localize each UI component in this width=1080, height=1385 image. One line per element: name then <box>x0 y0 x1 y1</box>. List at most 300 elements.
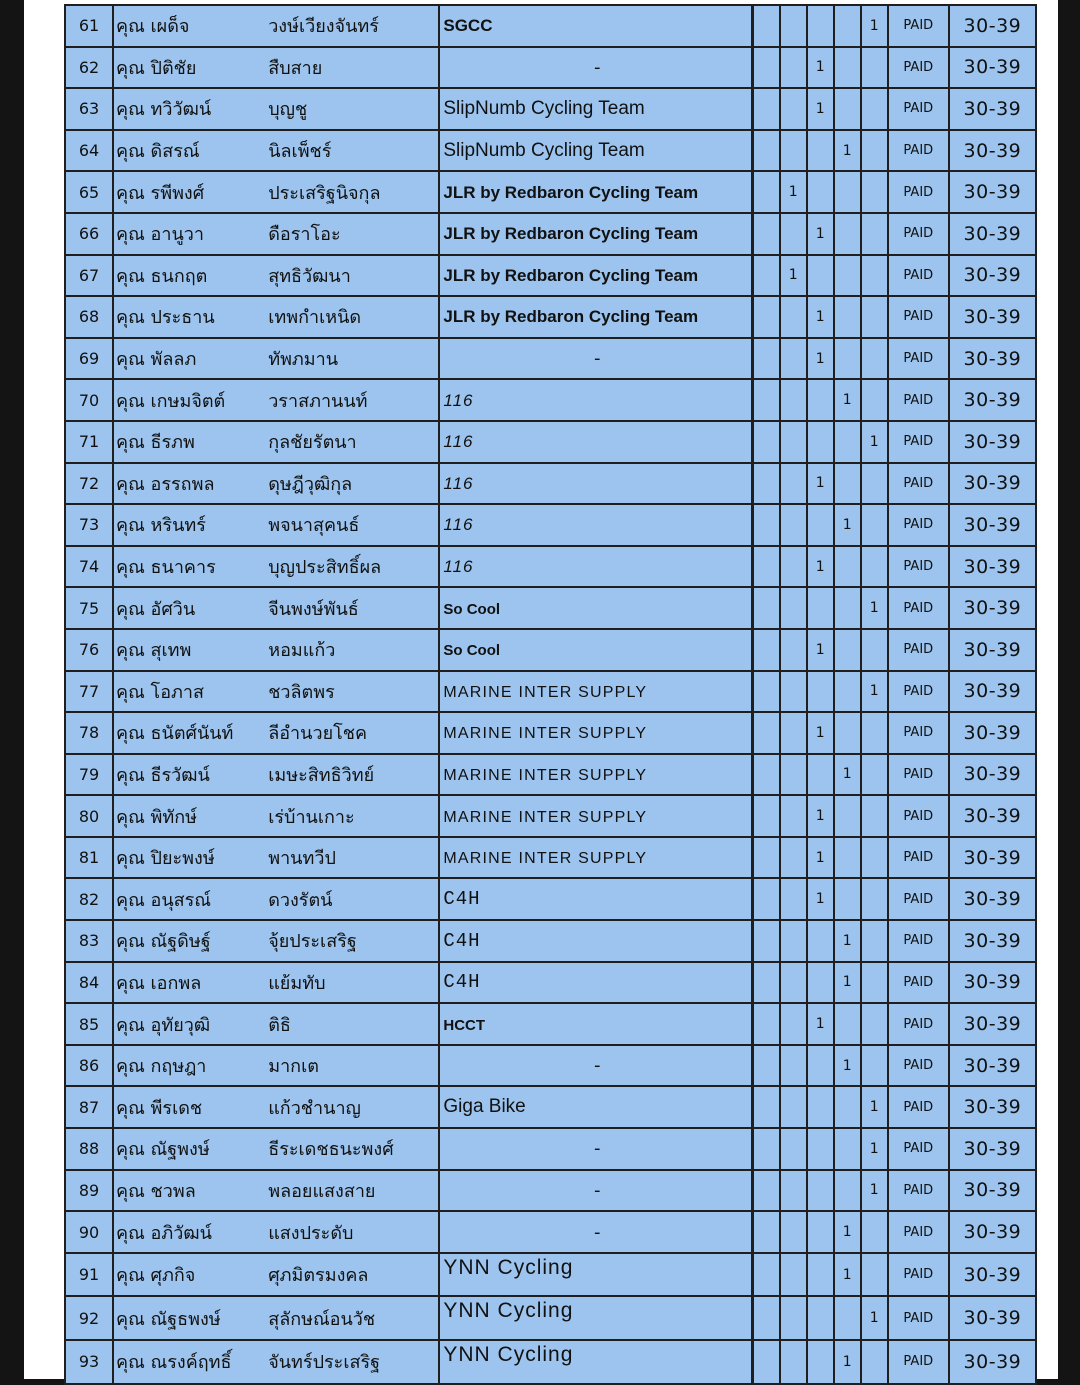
team-name: C4H <box>443 971 481 994</box>
category-cell <box>807 88 834 130</box>
row-number-cell <box>65 213 113 255</box>
last-name: จันทร์ประเสริฐ <box>268 1352 381 1374</box>
first-name-cell <box>113 1340 266 1384</box>
age-group-cell <box>949 587 1036 629</box>
row-number-cell <box>65 1253 113 1297</box>
team-name: HCCT <box>443 1016 486 1034</box>
category-cell <box>753 629 780 671</box>
last-name-cell <box>266 47 439 89</box>
age-group: 30-39 <box>963 472 1022 495</box>
row-number-cell <box>65 1211 113 1253</box>
age-group: 30-39 <box>963 1054 1022 1077</box>
category-cell <box>861 1170 888 1212</box>
name-title: คุณ <box>116 473 145 495</box>
team-name: 116 <box>443 473 474 493</box>
name-title: คุณ <box>116 307 145 329</box>
first-name: ณัฐธพงษ์ <box>150 1308 221 1330</box>
first-name: ธนกฤต <box>150 265 208 287</box>
team-cell <box>439 130 752 172</box>
first-name: สุเทพ <box>150 640 192 662</box>
last-name: พลอยแสงสาย <box>268 1180 376 1202</box>
payment-status-cell <box>888 754 949 796</box>
payment-status: PAID <box>903 933 934 949</box>
age-group-cell <box>949 296 1036 338</box>
table-row <box>65 920 1036 962</box>
row-number-cell <box>65 878 113 920</box>
age-group-cell <box>949 1045 1036 1087</box>
category-mark: 1 <box>842 516 852 533</box>
first-name: ณัฐพงษ์ <box>150 1139 210 1161</box>
last-name-cell <box>266 338 439 380</box>
age-group-cell <box>949 463 1036 505</box>
category-mark: 1 <box>842 392 852 409</box>
age-group: 30-39 <box>963 1179 1022 1202</box>
table-row <box>65 1170 1036 1212</box>
age-group: 30-39 <box>963 721 1022 744</box>
table-row <box>65 546 1036 588</box>
first-name: โอภาส <box>150 681 204 703</box>
last-name-cell <box>266 1296 439 1340</box>
payment-status: PAID <box>903 891 934 907</box>
row-number: 64 <box>78 141 100 161</box>
category-mark: 1 <box>815 641 825 658</box>
last-name-cell <box>266 587 439 629</box>
age-group-cell <box>949 962 1036 1004</box>
row-number: 78 <box>78 723 100 743</box>
row-number: 86 <box>78 1056 100 1076</box>
age-group: 30-39 <box>963 763 1022 786</box>
team-cell <box>439 1211 752 1253</box>
first-name: พิทักษ์ <box>150 806 198 828</box>
team-cell <box>439 629 752 671</box>
age-group-cell <box>949 1296 1036 1340</box>
category-cell <box>834 1340 861 1384</box>
age-group-cell <box>949 671 1036 713</box>
first-name: เอกพล <box>150 972 202 994</box>
row-number: 91 <box>78 1265 100 1285</box>
category-cell <box>834 546 861 588</box>
first-name-cell <box>113 795 266 837</box>
last-name: เมษะสิทธิวิทย์ <box>268 764 375 786</box>
payment-status-cell <box>888 88 949 130</box>
team-cell <box>439 962 752 1004</box>
first-name: ณัฐดิษฐ์ <box>150 931 211 953</box>
row-number-cell <box>65 1086 113 1128</box>
category-cell <box>834 5 861 47</box>
category-cell <box>834 962 861 1004</box>
age-group-cell <box>949 712 1036 754</box>
row-number-cell <box>65 421 113 463</box>
category-cell <box>861 671 888 713</box>
age-group: 30-39 <box>963 14 1022 37</box>
team-cell <box>439 920 752 962</box>
category-mark: 1 <box>815 558 825 575</box>
last-name-cell <box>266 712 439 754</box>
category-cell <box>780 546 807 588</box>
table-row <box>65 47 1036 89</box>
last-name-cell <box>266 1170 439 1212</box>
first-name: ดิสรณ์ <box>150 141 200 163</box>
name-title: คุณ <box>116 640 145 662</box>
category-mark: 1 <box>842 974 852 991</box>
first-name: อนุสรณ์ <box>150 889 211 911</box>
category-cell <box>753 1253 780 1297</box>
last-name: สืบสาย <box>268 57 323 79</box>
row-number: 80 <box>78 806 100 826</box>
last-name: แย้มทับ <box>268 972 326 994</box>
name-title: คุณ <box>116 16 145 38</box>
team-name: 116 <box>443 557 474 577</box>
category-cell <box>780 1296 807 1340</box>
age-group-cell <box>949 878 1036 920</box>
row-number-cell <box>65 629 113 671</box>
team-name: 116 <box>443 432 474 452</box>
team-cell <box>439 1296 752 1340</box>
first-name-cell <box>113 463 266 505</box>
first-name-cell <box>113 379 266 421</box>
age-group-cell <box>949 837 1036 879</box>
team-cell <box>439 754 752 796</box>
payment-status: PAID <box>903 600 934 616</box>
category-cell <box>807 1086 834 1128</box>
row-number-cell <box>65 171 113 213</box>
category-cell <box>780 920 807 962</box>
category-mark: 1 <box>842 142 852 159</box>
team-name: So Cool <box>443 600 501 618</box>
age-group-cell <box>949 546 1036 588</box>
age-group: 30-39 <box>963 430 1022 453</box>
age-group-cell <box>949 255 1036 297</box>
first-name-cell <box>113 837 266 879</box>
category-cell <box>753 1045 780 1087</box>
row-number: 85 <box>78 1014 100 1034</box>
category-cell <box>807 1296 834 1340</box>
table-row <box>65 504 1036 546</box>
last-name: วราสภานนท์ <box>268 390 368 412</box>
category-mark: 1 <box>815 59 825 76</box>
payment-status-cell <box>888 1211 949 1253</box>
category-cell <box>753 1128 780 1170</box>
payment-status: PAID <box>903 1224 934 1240</box>
table-row <box>65 213 1036 255</box>
payment-status-cell <box>888 504 949 546</box>
last-name: พจนาสุคนธ์ <box>268 515 360 537</box>
category-mark: 1 <box>815 100 825 117</box>
table-row <box>65 5 1036 47</box>
category-cell <box>807 1045 834 1087</box>
age-group-cell <box>949 130 1036 172</box>
category-cell <box>753 5 780 47</box>
category-cell <box>861 1253 888 1297</box>
first-name-cell <box>113 255 266 297</box>
payment-status: PAID <box>903 59 934 75</box>
table-row <box>65 587 1036 629</box>
participant-rows <box>65 5 1036 1384</box>
team-cell <box>439 421 752 463</box>
last-name: บุญประสิทธิ์ผล <box>268 557 382 579</box>
last-name: นิลเพ็ชร์ <box>268 141 332 163</box>
first-name: ธีรวัฒน์ <box>150 764 210 786</box>
payment-status: PAID <box>903 101 934 117</box>
last-name-cell <box>266 1128 439 1170</box>
team-cell <box>439 671 752 713</box>
age-group: 30-39 <box>963 597 1022 620</box>
name-title: คุณ <box>116 141 145 163</box>
category-cell <box>834 463 861 505</box>
first-name: ปิติชัย <box>150 57 197 79</box>
category-cell <box>753 88 780 130</box>
category-cell <box>753 878 780 920</box>
first-name-cell <box>113 754 266 796</box>
row-number: 92 <box>78 1308 100 1328</box>
payment-status: PAID <box>903 1267 934 1283</box>
category-cell <box>753 130 780 172</box>
last-name-cell <box>266 837 439 879</box>
row-number: 75 <box>78 598 100 618</box>
category-cell <box>807 338 834 380</box>
table-row <box>65 671 1036 713</box>
first-name-cell <box>113 962 266 1004</box>
last-name-cell <box>266 171 439 213</box>
category-cell <box>753 1170 780 1212</box>
age-group-cell <box>949 920 1036 962</box>
last-name: บุญชู <box>268 99 308 121</box>
first-name-cell <box>113 47 266 89</box>
first-name: ทวิวัฒน์ <box>150 99 212 121</box>
category-cell <box>780 1045 807 1087</box>
team-cell <box>439 255 752 297</box>
category-cell <box>807 546 834 588</box>
row-number-cell <box>65 255 113 297</box>
last-name-cell <box>266 5 439 47</box>
payment-status: PAID <box>903 267 934 283</box>
payment-status: PAID <box>903 766 934 782</box>
category-cell <box>807 962 834 1004</box>
age-group: 30-39 <box>963 1096 1022 1119</box>
table-row <box>65 1296 1036 1340</box>
category-cell <box>807 1128 834 1170</box>
last-name: สุทธิวัฒนา <box>268 265 351 287</box>
name-title: คุณ <box>116 1222 145 1244</box>
name-title: คุณ <box>116 598 145 620</box>
team-cell <box>439 712 752 754</box>
category-cell <box>753 171 780 213</box>
age-group: 30-39 <box>963 56 1022 79</box>
category-cell <box>753 920 780 962</box>
category-cell <box>753 338 780 380</box>
payment-status-cell <box>888 1128 949 1170</box>
category-cell <box>861 213 888 255</box>
table-row <box>65 712 1036 754</box>
age-group-cell <box>949 88 1036 130</box>
last-name: ทัพภมาน <box>268 349 339 371</box>
category-cell <box>753 421 780 463</box>
category-cell <box>780 421 807 463</box>
last-name-cell <box>266 1340 439 1384</box>
name-title: คุณ <box>116 848 145 870</box>
name-title: คุณ <box>116 723 145 745</box>
payment-status: PAID <box>903 1310 934 1326</box>
payment-status-cell <box>888 296 949 338</box>
last-name-cell <box>266 962 439 1004</box>
payment-status-cell <box>888 629 949 671</box>
payment-status: PAID <box>903 1141 934 1157</box>
age-group-cell <box>949 171 1036 213</box>
team-cell <box>439 878 752 920</box>
category-cell <box>861 795 888 837</box>
category-cell <box>807 296 834 338</box>
team-name: MARINE INTER SUPPLY <box>443 766 648 784</box>
category-cell <box>753 296 780 338</box>
payment-status-cell <box>888 1296 949 1340</box>
category-cell <box>861 338 888 380</box>
table-row <box>65 171 1036 213</box>
last-name: จีนพงษ์พันธ์ <box>268 598 359 620</box>
last-name-cell <box>266 88 439 130</box>
name-title: คุณ <box>116 806 145 828</box>
payment-status: PAID <box>903 475 934 491</box>
table-row <box>65 130 1036 172</box>
category-mark: 1 <box>869 1099 879 1116</box>
table-row <box>65 463 1036 505</box>
category-cell <box>861 255 888 297</box>
category-cell <box>807 130 834 172</box>
category-cell <box>834 88 861 130</box>
last-name-cell <box>266 546 439 588</box>
first-name: อุทัยวุฒิ <box>150 1014 211 1036</box>
last-name: ดวงรัตน์ <box>268 889 333 911</box>
first-name-cell <box>113 1170 266 1212</box>
row-number-cell <box>65 1128 113 1170</box>
last-name: มากเต <box>268 1056 319 1078</box>
category-cell <box>807 587 834 629</box>
team-name: JLR by Redbaron Cycling Team <box>443 224 699 244</box>
payment-status-cell <box>888 1170 949 1212</box>
age-group-cell <box>949 795 1036 837</box>
category-cell <box>834 712 861 754</box>
first-name-cell <box>113 171 266 213</box>
category-mark: 1 <box>815 1016 825 1033</box>
category-cell <box>780 1128 807 1170</box>
category-cell <box>807 463 834 505</box>
category-mark: 1 <box>869 683 879 700</box>
category-mark: 1 <box>788 184 798 201</box>
category-cell <box>861 629 888 671</box>
first-name: อภิวัฒน์ <box>150 1222 212 1244</box>
row-number-cell <box>65 1340 113 1384</box>
payment-status-cell <box>888 47 949 89</box>
name-title: คุณ <box>116 1014 145 1036</box>
last-name-cell <box>266 1003 439 1045</box>
payment-status: PAID <box>903 1016 934 1032</box>
category-cell <box>861 1211 888 1253</box>
row-number: 83 <box>78 931 100 951</box>
first-name: อัศวิน <box>150 598 196 620</box>
category-cell <box>834 421 861 463</box>
age-group: 30-39 <box>963 929 1022 952</box>
first-name: ธนัตศ์นันท์ <box>150 723 234 745</box>
age-group: 30-39 <box>963 513 1022 536</box>
first-name-cell <box>113 338 266 380</box>
age-group: 30-39 <box>963 888 1022 911</box>
category-cell <box>780 878 807 920</box>
last-name: กุลชัยรัตนา <box>268 432 357 454</box>
payment-status: PAID <box>903 725 934 741</box>
table-row <box>65 1128 1036 1170</box>
category-cell <box>834 504 861 546</box>
category-cell <box>780 1253 807 1297</box>
last-name-cell <box>266 1211 439 1253</box>
row-number: 90 <box>78 1222 100 1242</box>
category-cell <box>780 47 807 89</box>
team-name: C4H <box>443 888 481 911</box>
last-name-cell <box>266 296 439 338</box>
name-title: คุณ <box>116 265 145 287</box>
category-cell <box>807 379 834 421</box>
last-name-cell <box>266 421 439 463</box>
name-title: คุณ <box>116 1308 145 1330</box>
first-name: เกษมจิตต์ <box>150 390 226 412</box>
payment-status-cell <box>888 379 949 421</box>
category-cell <box>834 1003 861 1045</box>
category-mark: 1 <box>815 308 825 325</box>
table-row <box>65 1045 1036 1087</box>
payment-status-cell <box>888 5 949 47</box>
age-group: 30-39 <box>963 805 1022 828</box>
last-name-cell <box>266 463 439 505</box>
payment-status-cell <box>888 1253 949 1297</box>
age-group: 30-39 <box>963 97 1022 120</box>
team-cell <box>439 296 752 338</box>
category-cell <box>753 213 780 255</box>
payment-status: PAID <box>903 184 934 200</box>
team-name: SlipNumb Cycling Team <box>443 139 645 161</box>
age-group-cell <box>949 5 1036 47</box>
age-group: 30-39 <box>963 181 1022 204</box>
last-name: ธีระเดชธนะพงศ์ <box>268 1139 394 1161</box>
team-cell <box>439 1340 752 1384</box>
payment-status-cell <box>888 920 949 962</box>
category-cell <box>834 130 861 172</box>
category-cell <box>861 296 888 338</box>
category-cell <box>807 504 834 546</box>
category-cell <box>780 463 807 505</box>
payment-status-cell <box>888 1045 949 1087</box>
category-mark: 1 <box>815 724 825 741</box>
category-cell <box>753 504 780 546</box>
last-name: ประเสริฐนิจกุล <box>268 182 381 204</box>
table-row <box>65 88 1036 130</box>
table-row <box>65 379 1036 421</box>
team-cell <box>439 1003 752 1045</box>
age-group: 30-39 <box>963 347 1022 370</box>
category-cell <box>834 1296 861 1340</box>
category-cell <box>780 671 807 713</box>
category-cell <box>861 463 888 505</box>
category-cell <box>834 671 861 713</box>
category-cell <box>780 1003 807 1045</box>
team-name: 116 <box>443 515 474 535</box>
name-title: คุณ <box>116 972 145 994</box>
category-cell <box>753 546 780 588</box>
age-group: 30-39 <box>963 680 1022 703</box>
category-cell <box>807 837 834 879</box>
team-name: MARINE INTER SUPPLY <box>443 725 648 743</box>
team-name: JLR by Redbaron Cycling Team <box>443 307 699 327</box>
row-number: 66 <box>78 224 100 244</box>
table-row <box>65 1340 1036 1384</box>
age-group-cell <box>949 379 1036 421</box>
